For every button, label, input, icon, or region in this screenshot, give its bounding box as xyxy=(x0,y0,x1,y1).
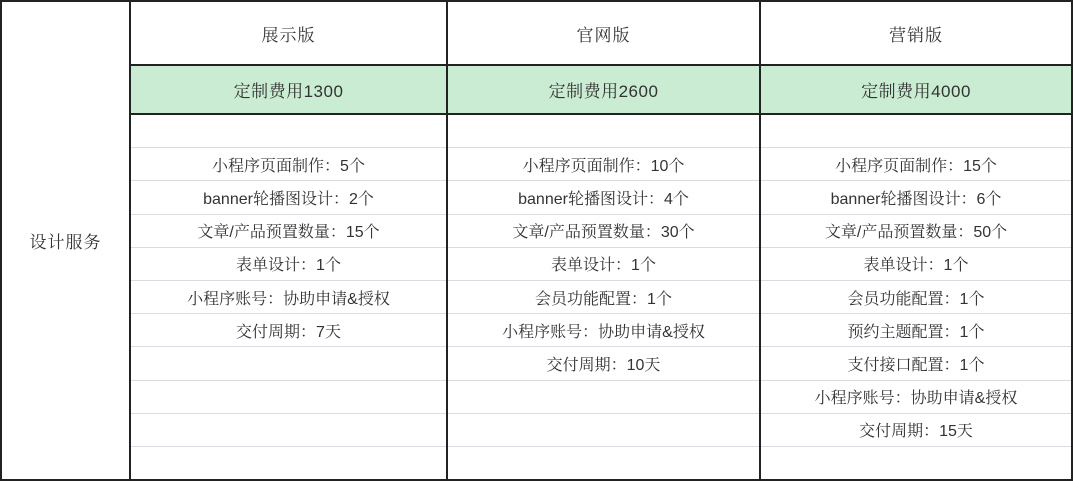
table-row xyxy=(448,115,759,148)
table-row: 文章/产品预置数量：15个 xyxy=(131,215,446,248)
table-row xyxy=(131,347,446,380)
table-row: 交付周期：7天 xyxy=(131,314,446,347)
table-row xyxy=(131,447,446,479)
column-header-website-version: 官网版 xyxy=(576,25,631,45)
table-row: 小程序页面制作：5个 xyxy=(131,148,446,181)
table-row: 表单设计：1个 xyxy=(761,248,1071,281)
version-column xyxy=(761,2,1071,479)
table-row: 表单设计：1个 xyxy=(448,248,759,281)
table-row: 文章/产品预置数量：30个 xyxy=(448,215,759,248)
table-row xyxy=(761,115,1071,148)
table-row: banner轮播图设计：6个 xyxy=(761,181,1071,214)
table-row xyxy=(131,381,446,414)
price-cell-marketing-version: 定制费用4000 xyxy=(761,64,1071,115)
table-row: 支付接口配置：1个 xyxy=(761,347,1071,380)
table-row xyxy=(761,447,1071,479)
table-row: 小程序页面制作：15个 xyxy=(761,148,1071,181)
table-row: 交付周期：15天 xyxy=(761,414,1071,447)
table-row: 小程序页面制作：10个 xyxy=(448,148,759,181)
table-row: banner轮播图设计：2个 xyxy=(131,181,446,214)
version-column xyxy=(448,2,761,479)
price-cell-display-version: 定制费用1300 xyxy=(131,64,446,115)
table-row xyxy=(131,414,446,447)
table-row xyxy=(448,447,759,479)
table-row xyxy=(448,381,759,414)
service-category-cell xyxy=(2,2,131,479)
table-row: banner轮播图设计：4个 xyxy=(448,181,759,214)
table-row: 小程序账号：协助申请&授权 xyxy=(448,314,759,347)
column-header-display-version: 展示版 xyxy=(261,25,316,45)
feature-rows xyxy=(761,115,1071,479)
table-row: 文章/产品预置数量：50个 xyxy=(761,215,1071,248)
table-row: 交付周期：10天 xyxy=(448,347,759,380)
table-row xyxy=(131,115,446,148)
table-row: 预约主题配置：1个 xyxy=(761,314,1071,347)
table-row xyxy=(448,414,759,447)
feature-rows xyxy=(448,115,759,479)
price-cell-website-version: 定制费用2600 xyxy=(448,64,759,115)
table-row: 小程序账号：协助申请&授权 xyxy=(131,281,446,314)
table-row: 会员功能配置：1个 xyxy=(448,281,759,314)
version-column xyxy=(131,2,448,479)
table-row: 小程序账号：协助申请&授权 xyxy=(761,381,1071,414)
column-header-marketing-version: 营销版 xyxy=(889,25,943,45)
feature-rows xyxy=(131,115,446,479)
table-row: 会员功能配置：1个 xyxy=(761,281,1071,314)
service-category-label: 设计服务 xyxy=(29,233,102,252)
table-row: 表单设计：1个 xyxy=(131,248,446,281)
